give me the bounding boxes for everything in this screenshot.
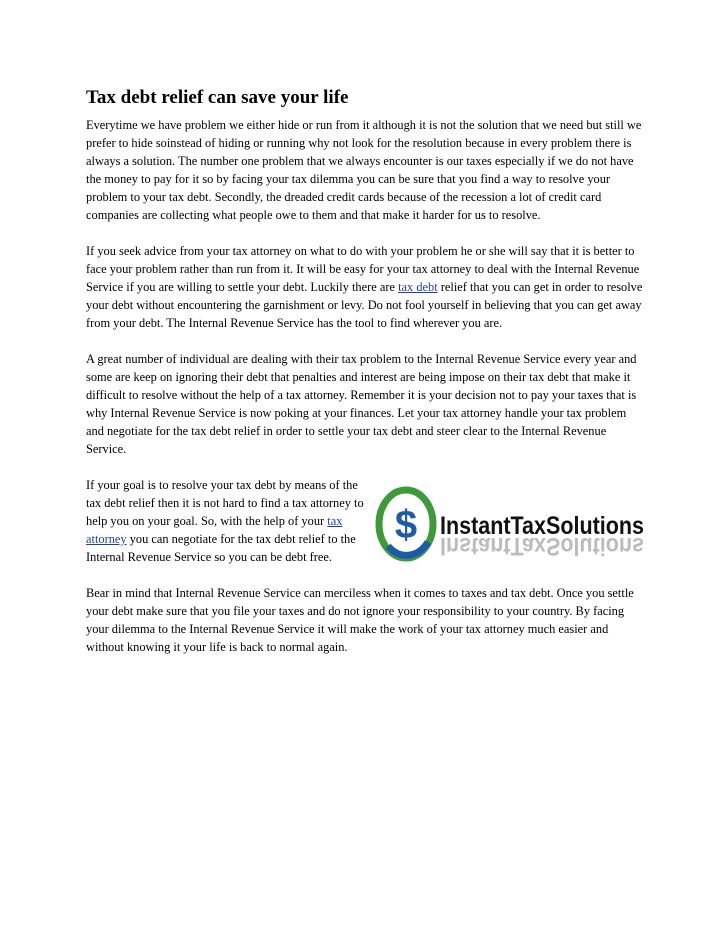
paragraph-5: Bear in mind that Internal Revenue Service can merciless when it comes to taxes and tax debt. Once you settle your debt make sure that you file your taxes and do not ignore your responsibility to your country. By facing your dilemma to the Internal Revenue Service it will make the work of your tax attorney much easier and without knowing it your life is back to normal again. bbox=[86, 586, 634, 654]
document-page bbox=[86, 86, 646, 674]
dollar-icon: $ bbox=[394, 503, 418, 547]
paragraph-2 bbox=[86, 242, 646, 332]
logo-wordmark: InstantTaxSolutions bbox=[440, 512, 644, 540]
logo-reflection-text: InstantTaxSolutions bbox=[440, 532, 644, 560]
document-title: Tax debt relief can save your life bbox=[86, 87, 349, 108]
tax-attorney-link[interactable]: tax attorney bbox=[86, 514, 343, 546]
paragraph-4-text-a: If your goal is to resolve your tax debt by means of the tax debt relief then it is not hard to find a tax attorney to help you on your goal. So, with the help of your bbox=[86, 478, 364, 528]
paragraph-2-text-a: If you seek advice from your tax attorney on what to do with your problem he or she will say that it is better to face your problem rather than run from it. It will be easy for your tax attorney to deal with the Internal Revenue Service if you are willing to settle your debt. Luckily there are bbox=[86, 244, 640, 294]
paragraph-2-text-b: relief that you can get in order to resolve your debt without encountering the garnishment or levy. Do not fool yourself in believing that you can get away from your debt. The Internal Revenue Service has the tool to find wherever you are. bbox=[86, 280, 643, 330]
paragraph-4 bbox=[86, 476, 376, 566]
logo-reflection bbox=[440, 532, 644, 560]
paragraph-4-text-b: you can negotiate for the tax debt relief to the Internal Revenue Service so you can be debt free. bbox=[86, 532, 356, 564]
instant-tax-solutions-logo bbox=[376, 484, 646, 570]
paragraph-3: A great number of individual are dealing with their tax problem to the Internal Revenue Service every year and some are keep on ignoring their debt that penalties and interest are being impose on their tax debt that make it difficult to resolve without the help of a tax attorney. Remember it is your decision not to pay your taxes that is why Internal Revenue Service is now poking at your finances. Let your tax attorney handle your tax problem and negotiate for the tax debt relief in order to settle your tax debt and steer clear to the Internal Revenue Service. bbox=[86, 352, 637, 456]
paragraph-with-logo bbox=[86, 476, 646, 566]
tax-debt-link[interactable]: tax debt bbox=[398, 280, 438, 294]
paragraph-1: Everytime we have problem we either hide or run from it although it is not the solution that we need but still we prefer to hide soinstead of hiding or running why not look for the resolution because in every problem there is always a solution. The number one problem that we always encounter is our taxes especially if we do not have the money to pay for it so by facing your tax dilemma you can be sure that you find a way to resolve your problem to your tax debt. Secondly, the dreaded credit cards because of the recession a lot of credit card companies are collecting what people owe to them and that make it harder for us to resolve. bbox=[86, 118, 642, 222]
